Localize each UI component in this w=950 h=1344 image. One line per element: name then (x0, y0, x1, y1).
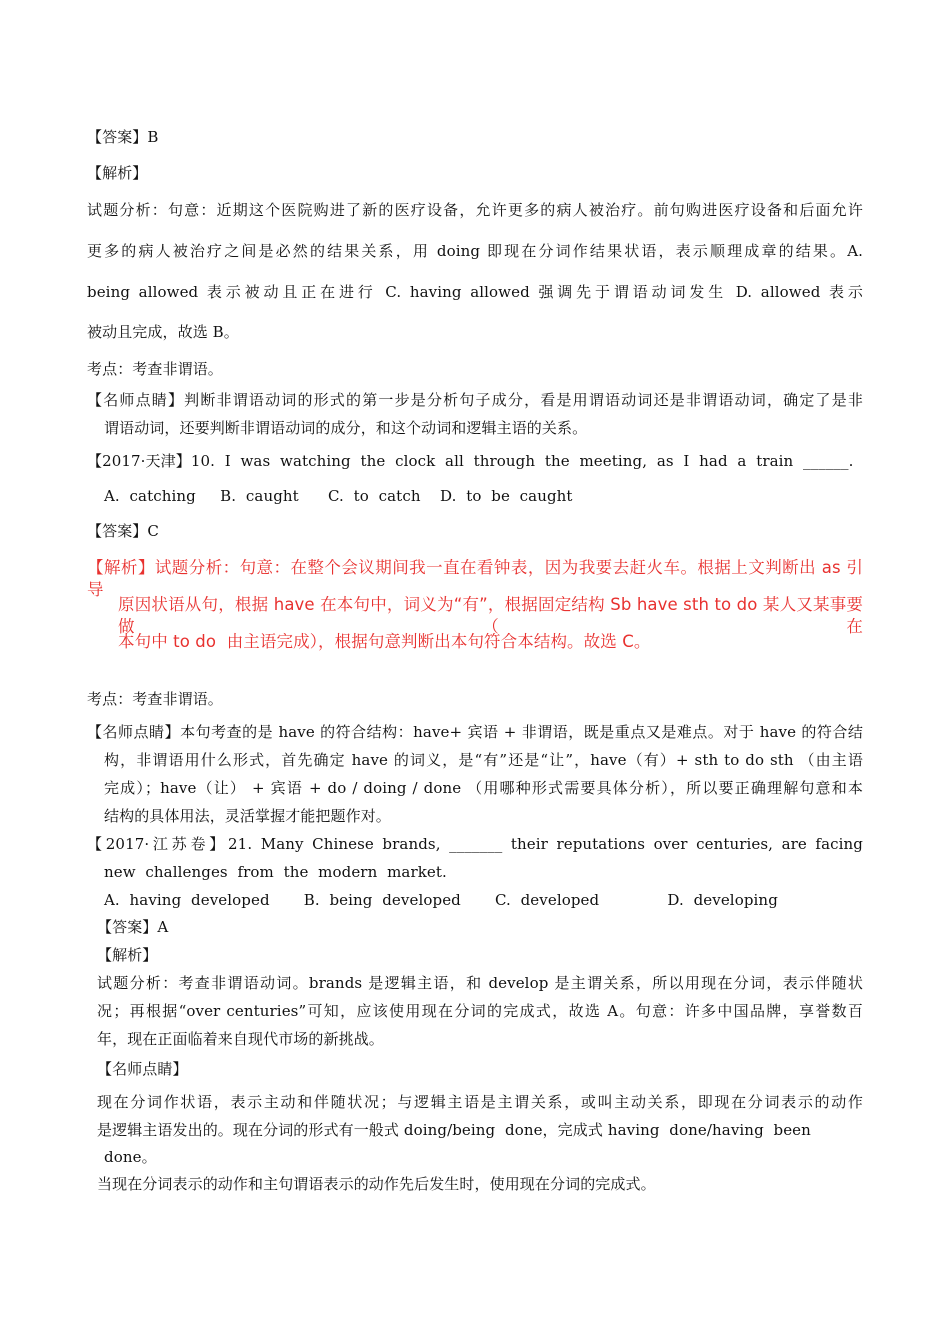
q9-analysis-line-3: being allowed 表示被动且正在进行 C. having allowed 强调先于谓语动词发生 D. allowed 表示 (87, 283, 863, 301)
q21-analysis-heading: 【解析】 (97, 946, 158, 964)
q21-tips-line-4: 当现在分词表示的动作和主句谓语表示的动作先后发生时，使用现在分词的完成式。 (97, 1175, 656, 1193)
q9-answer: 【答案】B (87, 128, 159, 146)
q21-analysis-line-2: 况；再根据“over centuries”可知，应该使用现在分词的完成式，故选 A。句意：许多中国品牌，享誉数百 (97, 1002, 863, 1020)
q21-options: A. having developed B. being developed C. developed D. developing (104, 891, 778, 909)
q10-tips-line-1: 【名师点睛】本句考查的是 have 的符合结构：have+ 宾语 + 非谓语，既是重点又是难点。对于 have 的符合结 (87, 723, 863, 741)
q21-tips-line-1: 现在分词作状语，表示主动和伴随状况；与逻辑主语是主谓关系，或叫主动关系，即现在分词表示的动作 (97, 1093, 863, 1111)
q10-analysis-line-1: 【解析】试题分析：句意：在整个会议期间我一直在看钟表，因为我要去赶火车。根据上文判断出 as 引导 (87, 558, 863, 599)
q21-analysis-line-1: 试题分析：考查非谓语动词。brands 是逻辑主语，和 develop 是主谓关系，所以用现在分词，表示伴随状 (97, 974, 863, 992)
q9-analysis-line-4: 被动且完成，故选 B。 (87, 323, 239, 341)
q10-options: A. catching B. caught C. to catch D. to be caught (104, 487, 573, 505)
q21-tips-heading: 【名师点睛】 (97, 1060, 188, 1078)
q9-tips-line-2: 谓语动词，还要判断非谓语动词的成分，和这个动词和逻辑主语的关系。 (104, 419, 588, 437)
q10-tips-line-2: 构，非谓语用什么形式，首先确定 have 的词义，是“有”还是“让”，have（有）+ sth to do sth （由主语 (104, 751, 863, 769)
q9-tips-line-1: 【名师点睛】判断非谓语动词的形式的第一步是分析句子成分，看是用谓语动词还是非谓语动词，确定了是非 (87, 391, 863, 409)
q9-kaodian: 考点：考查非谓语。 (87, 360, 223, 378)
q21-tips-line-3: done。 (104, 1148, 157, 1166)
q10-question: 【2017·天津】10. I was watching the clock all through the meeting, as I had a train ______. (87, 452, 854, 470)
q9-analysis-line-1: 试题分析：句意：近期这个医院购进了新的医疗设备，允许更多的病人被治疗。前句购进医疗设备和后面允许 (87, 201, 863, 219)
q10-analysis-line-2: 原因状语从句，根据 have 在本句中，词义为“有”，根据固定结构 Sb have sth to do 某人又某事要做（在 (118, 595, 863, 636)
q21-analysis-line-3: 年，现在正面临着来自现代市场的新挑战。 (97, 1030, 384, 1048)
q10-tips-line-3: 完成）；have（让） + 宾语 + do / doing / done （用哪种形式需要具体分析），所以要正确理解句意和本 (104, 779, 863, 797)
q10-tips-line-4: 结构的具体用法，灵活掌握才能把题作对。 (104, 807, 391, 825)
q10-analysis-line-3: 本句中 to do 由主语完成），根据句意判断出本句符合本结构。故选 C。 (118, 632, 651, 651)
q21-question-line-2: new challenges from the modern market. (104, 863, 447, 881)
q21-question-line-1: 【2017·江苏卷】21. Many Chinese brands, _______ their reputations over centuries, are facing (87, 835, 863, 853)
q21-answer: 【答案】A (97, 918, 169, 936)
q21-tips-line-2: 是逻辑主语发出的。现在分词的形式有一般式 doing/being done，完成式 having done/having been (97, 1121, 811, 1139)
q9-analysis-heading: 【解析】 (87, 164, 148, 182)
q10-kaodian: 考点：考查非谓语。 (87, 690, 223, 708)
q10-answer: 【答案】C (87, 522, 159, 540)
q9-analysis-line-2: 更多的病人被治疗之间是必然的结果关系，用 doing 即现在分词作结果状语，表示顺理成章的结果。A. (87, 242, 863, 260)
